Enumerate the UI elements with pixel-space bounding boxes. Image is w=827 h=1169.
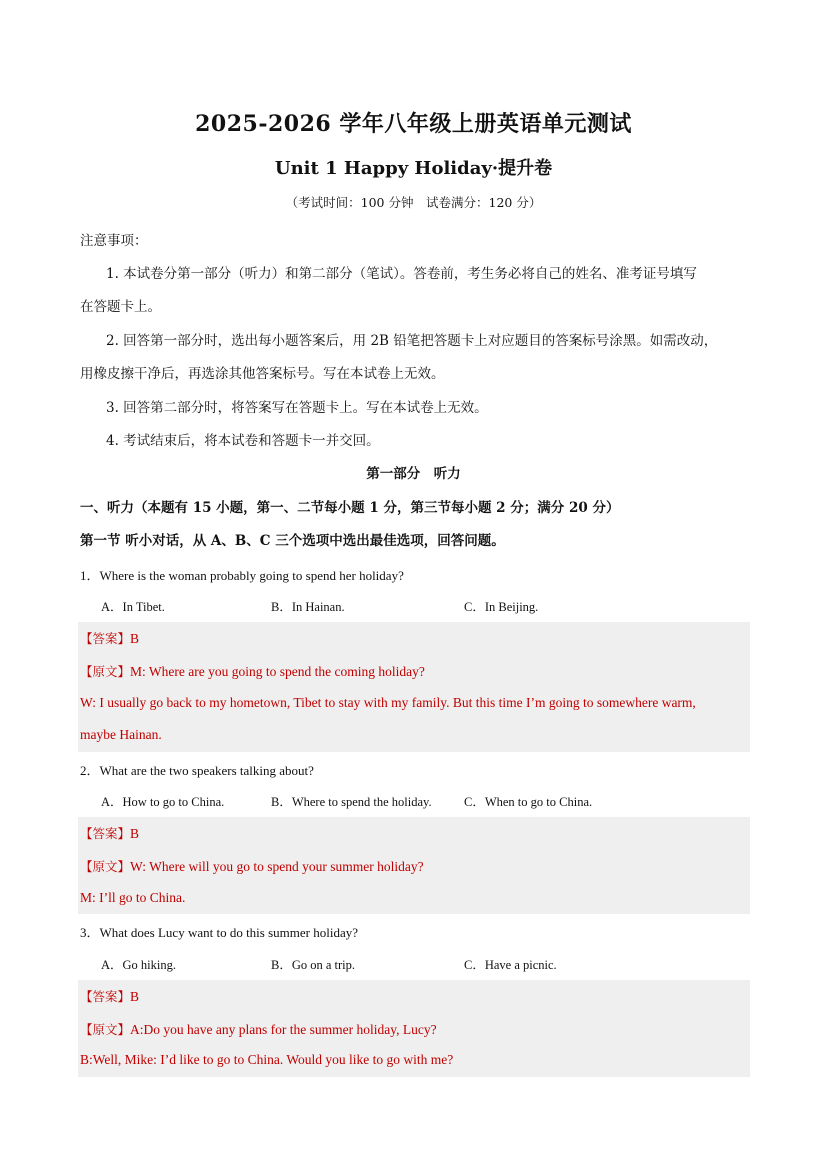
transcript-line — [80, 1020, 437, 1038]
transcript-text: maybe Hainan. — [80, 727, 162, 742]
transcript-tag: 【原文】 — [80, 1022, 131, 1037]
answer-value: B — [130, 989, 140, 1004]
option-c: C．In Beijing. — [464, 600, 539, 614]
transcript-text: W: Where will you go to spend your summer holiday? — [130, 859, 424, 874]
answer-line — [80, 629, 139, 647]
transcript-text: M: Where are you going to spend the coming holiday? — [130, 664, 425, 679]
option-a: A．How to go to China. — [101, 795, 225, 809]
answer-tag: 【答案】 — [80, 826, 131, 841]
exam-title: 2025-2026 学年八年级上册英语单元测试 — [195, 111, 632, 137]
transcript-text: A:Do you have any plans for the summer holiday, Lucy? — [130, 1022, 437, 1037]
answer-block — [78, 622, 750, 752]
transcript-line — [80, 662, 425, 680]
question-stem: 2．What are the two speakers talking about? — [80, 763, 314, 778]
notes-heading: 注意事项： — [80, 233, 148, 249]
transcript-text: W: I usually go back to my hometown, Tibet to stay with my family. But this time I’m going to somewhere warm, — [80, 695, 696, 710]
exam-info: （考试时间：100 分钟 试卷满分：120 分） — [285, 195, 542, 210]
transcript-text: B:Well, Mike: I’d like to go to China. Would you like to go with me? — [80, 1052, 454, 1067]
transcript-tag: 【原文】 — [80, 859, 131, 874]
part-one-heading: 第一部分 听力 — [366, 466, 461, 482]
note-item-2-line-2: 用橡皮擦干净后，再选涂其他答案标号。写在本试卷上无效。 — [80, 366, 445, 382]
option-c: C．When to go to China. — [464, 795, 593, 809]
subsection-heading: 第一节 听小对话，从 A、B、C 三个选项中选出最佳选项，回答问题。 — [80, 533, 505, 549]
answer-tag: 【答案】 — [80, 989, 131, 1004]
option-a: A．In Tibet. — [101, 600, 165, 614]
transcript-tag: 【原文】 — [80, 664, 131, 679]
option-a: A．Go hiking. — [101, 958, 177, 972]
option-c: C．Have a picnic. — [464, 958, 557, 972]
section-heading: 一、听力（本题有 15 小题，第一、二节每小题 1 分，第三节每小题 2 分；满分 20 分） — [80, 500, 620, 516]
answer-line — [80, 824, 139, 842]
option-b: B．In Hainan. — [271, 600, 345, 614]
note-item-1-line-2: 在答题卡上。 — [80, 299, 161, 315]
note-item-4: 4. 考试结束后，将本试卷和答题卡一并交回。 — [106, 433, 380, 449]
answer-value: B — [130, 631, 140, 646]
transcript-line — [80, 857, 424, 875]
note-item-3: 3. 回答第二部分时，将答案写在答题卡上。写在本试卷上无效。 — [106, 400, 488, 416]
answer-line — [80, 987, 139, 1005]
exam-subtitle: Unit 1 Happy Holiday·提升卷 — [274, 158, 553, 179]
question-stem: 1．Where is the woman probably going to spend her holiday? — [80, 568, 404, 583]
note-item-1-line-1: 1. 本试卷分第一部分（听力）和第二部分（笔试）。答卷前，考生务必将自己的姓名、准考证号填写 — [106, 266, 697, 282]
question-stem: 3．What does Lucy want to do this summer holiday? — [80, 925, 359, 940]
option-b: B．Where to spend the holiday. — [271, 795, 432, 809]
answer-tag: 【答案】 — [80, 631, 131, 646]
option-b: B．Go on a trip. — [271, 958, 356, 972]
note-item-2-line-1: 2. 回答第一部分时，选出每小题答案后，用 2B 铅笔把答题卡上对应题目的答案标号涂黑。如需改动， — [106, 333, 718, 349]
answer-value: B — [130, 826, 140, 841]
transcript-text: M: I’ll go to China. — [80, 890, 186, 905]
